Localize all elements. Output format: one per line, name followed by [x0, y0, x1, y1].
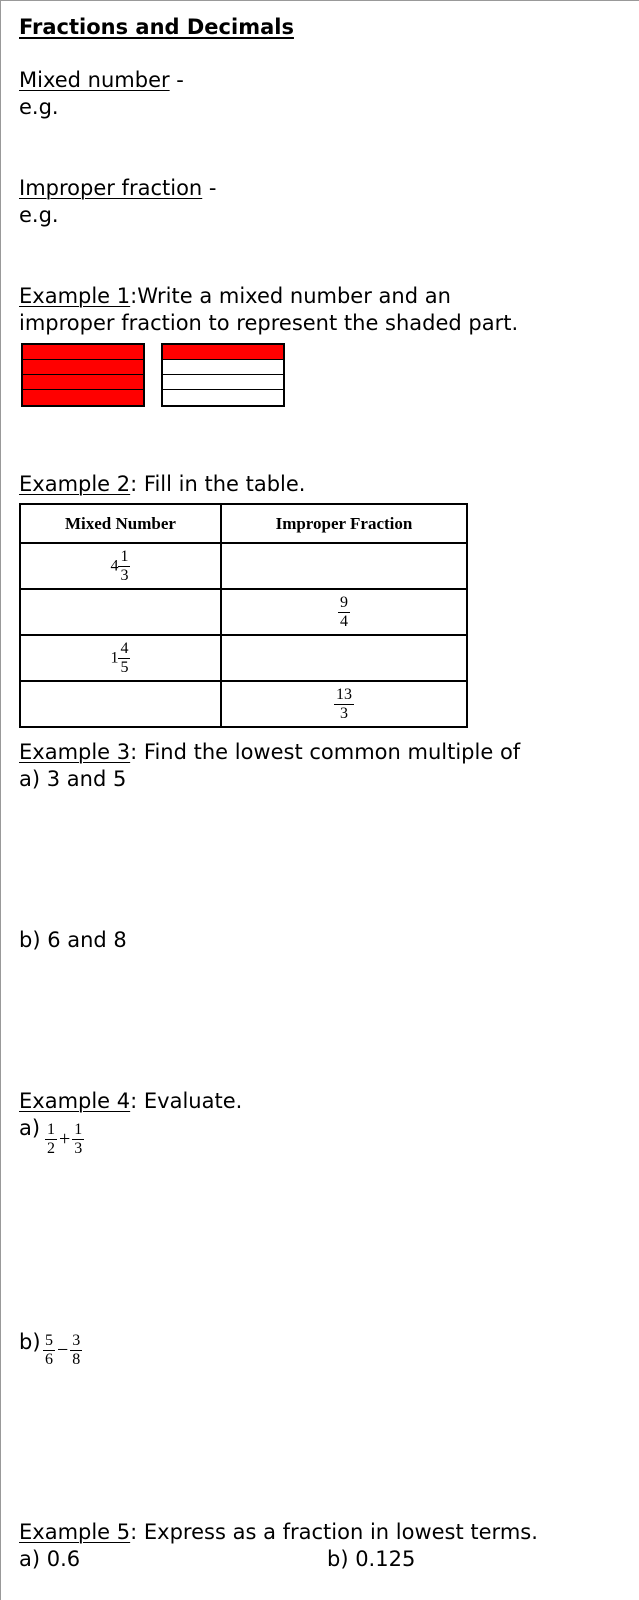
definition-mixed-number — [19, 67, 184, 93]
fraction — [334, 686, 354, 723]
example3-part-b: b) 6 and 8 — [19, 928, 127, 952]
table-row — [20, 543, 467, 589]
improper-fraction-cell — [221, 543, 467, 589]
fraction — [338, 594, 350, 631]
table-row — [20, 635, 467, 681]
definition-term: Mixed number — [19, 68, 170, 92]
shaded-strip — [23, 375, 143, 390]
column-header: Mixed Number — [20, 504, 221, 543]
improper-fraction-cell — [221, 589, 467, 635]
improper-fraction-cell — [221, 681, 467, 727]
numerator: 9 — [339, 593, 348, 611]
operator: + — [59, 1128, 71, 1150]
example-text: :Write a mixed number and an — [130, 284, 451, 308]
definition-dash: - — [169, 68, 184, 92]
shaded-strip — [163, 345, 283, 360]
mixed-number-cell — [20, 543, 221, 589]
example-text: : Fill in the table. — [130, 472, 306, 496]
unshaded-strip — [163, 360, 283, 375]
fraction — [70, 1332, 82, 1369]
numerator: 1 — [74, 1121, 83, 1138]
example-label: Example 1 — [19, 284, 131, 308]
table-row — [20, 589, 467, 635]
shaded-strip — [23, 360, 143, 375]
example5-part-a: a) 0.6 — [19, 1547, 81, 1571]
denominator: 6 — [45, 1351, 53, 1368]
definition-improper-fraction — [19, 175, 217, 201]
example1-heading — [19, 283, 451, 309]
numerator: 3 — [72, 1332, 81, 1349]
example-label: Example 5 — [19, 1520, 131, 1544]
numerator: 13 — [335, 685, 352, 703]
example3-heading — [19, 739, 520, 765]
shaded-strip — [23, 345, 143, 360]
fraction — [118, 640, 130, 677]
example-label: Example 4 — [19, 1089, 131, 1113]
numerator: 1 — [120, 547, 129, 565]
example4-part-b-expression — [43, 1332, 82, 1369]
whole-number: 4 — [110, 557, 119, 574]
example2-heading — [19, 471, 305, 497]
mixed-number-cell — [20, 681, 221, 727]
table-row — [20, 681, 467, 727]
shaded-bar-1 — [21, 343, 145, 407]
unshaded-strip — [163, 375, 283, 390]
example-text: : Find the lowest common multiple of — [130, 740, 521, 764]
shaded-bar-2 — [161, 343, 285, 407]
example5-part-b: b) 0.125 — [327, 1547, 416, 1571]
example1-text-line2: improper fraction to represent the shaded part. — [19, 311, 519, 335]
example5-heading — [19, 1519, 538, 1545]
page-title: Fractions and Decimals — [19, 15, 294, 39]
denominator: 4 — [339, 612, 348, 630]
column-header: Improper Fraction — [221, 504, 467, 543]
table-header-row — [20, 504, 467, 543]
improper-fraction-cell — [221, 635, 467, 681]
numerator: 4 — [120, 639, 129, 657]
example-label: Example 3 — [19, 740, 131, 764]
example-text: : Evaluate. — [130, 1089, 243, 1113]
example4-part-b-label: b) — [19, 1330, 41, 1354]
definition-example: e.g. — [19, 95, 59, 119]
example4-part-a-expression — [45, 1121, 84, 1158]
definition-term: Improper fraction — [19, 176, 203, 200]
fraction — [45, 1121, 57, 1158]
fraction — [43, 1332, 55, 1369]
example-text: : Express as a fraction in lowest terms. — [130, 1520, 538, 1544]
denominator: 3 — [74, 1140, 83, 1157]
numerator: 1 — [47, 1121, 55, 1138]
operator: − — [57, 1339, 69, 1361]
fraction — [118, 548, 130, 585]
mixed-number-cell — [20, 589, 221, 635]
denominator: 8 — [72, 1351, 81, 1368]
mixed-number-cell — [20, 635, 221, 681]
denominator: 2 — [47, 1140, 55, 1157]
shaded-strip — [23, 390, 143, 405]
whole-number: 1 — [110, 649, 119, 666]
fraction — [72, 1121, 84, 1158]
example-label: Example 2 — [19, 472, 131, 496]
fraction-table — [19, 503, 468, 728]
denominator: 3 — [339, 704, 348, 722]
denominator: 3 — [120, 566, 129, 584]
denominator: 5 — [120, 658, 129, 676]
example3-part-a: a) 3 and 5 — [19, 767, 127, 791]
unshaded-strip — [163, 390, 283, 405]
definition-example: e.g. — [19, 203, 59, 227]
numerator: 5 — [45, 1332, 53, 1349]
example4-part-a-label: a) — [19, 1116, 41, 1140]
example4-heading — [19, 1088, 242, 1114]
definition-dash: - — [202, 176, 217, 200]
